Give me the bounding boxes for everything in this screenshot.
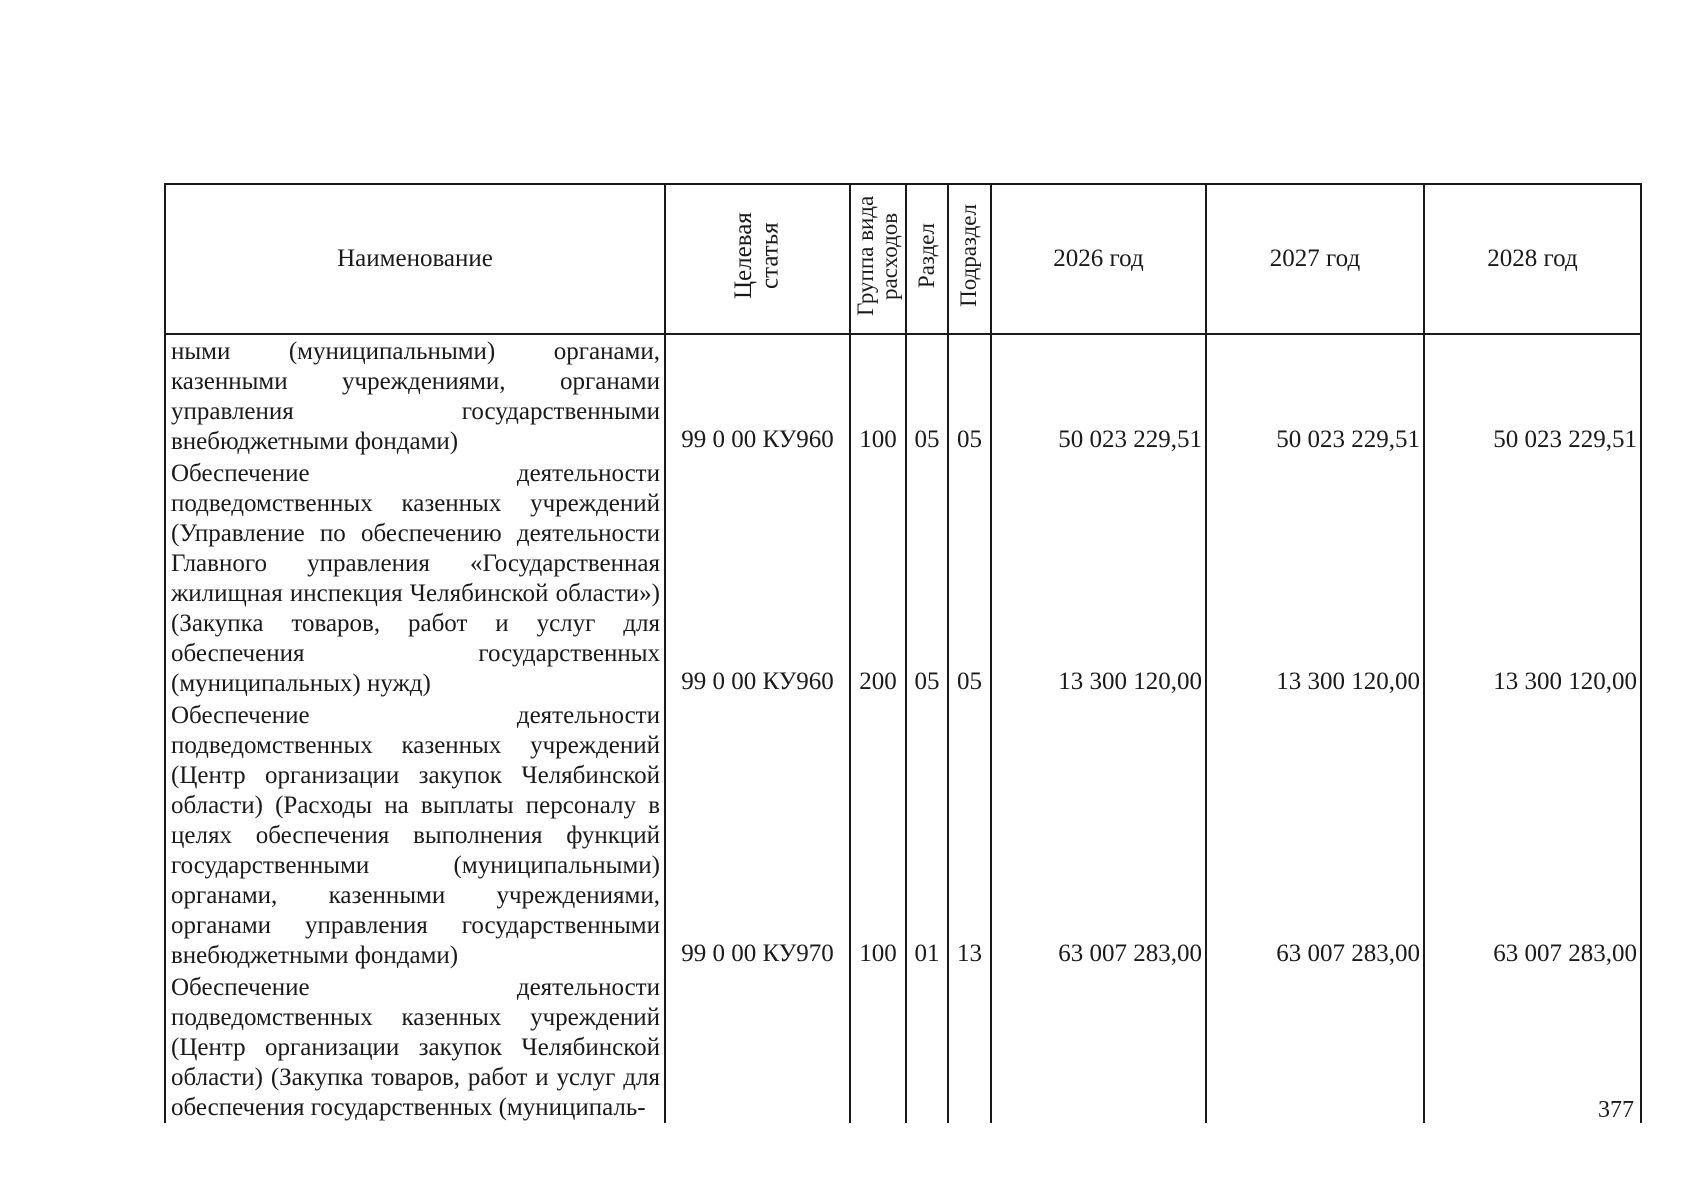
row-subsection: 05: [948, 334, 991, 457]
header-2028: 2028 год: [1424, 184, 1641, 334]
row-amount-2026: 50 023 229,51: [991, 334, 1206, 457]
row-subsection: [948, 971, 991, 1123]
header-target-article: Целевая статья: [665, 184, 850, 334]
header-name: Наименование: [165, 184, 665, 334]
row-amount-2026: 63 007 283,00: [991, 699, 1206, 971]
row-amount-2026: 13 300 120,00: [991, 457, 1206, 699]
row-name: Обеспечение деятельности подведомственных казенных учреждений (Управление по обеспечению деятельности Главного управления «Государственная жилищная инспекция Челябинской области») (Закупка товаров, работ и услуг для обеспечения государственных (муниципальных) нужд): [165, 457, 665, 699]
row-expense-group: [850, 971, 906, 1123]
row-subsection: 13: [948, 699, 991, 971]
row-amount-2026: [991, 971, 1206, 1123]
row-amount-2028: 50 023 229,51: [1424, 334, 1641, 457]
table-row: [165, 971, 1641, 1123]
header-expense-group: Группа вида расходов: [850, 184, 906, 334]
row-target-article: 99 0 00 КУ960: [665, 457, 850, 699]
row-name: Обеспечение деятельности подведомственных казенных учреждений (Центр организации закупок Челябинской области) (Закупка товаров, работ и услуг для обеспечения государственных (муниципаль-: [165, 971, 665, 1123]
row-expense-group: 200: [850, 457, 906, 699]
header-subsection: Подраздел: [948, 184, 991, 334]
row-target-article: 99 0 00 КУ970: [665, 699, 850, 971]
row-amount-2028: 13 300 120,00: [1424, 457, 1641, 699]
header-2026: 2026 год: [991, 184, 1206, 334]
row-target-article: 99 0 00 КУ960: [665, 334, 850, 457]
row-section: 05: [906, 457, 948, 699]
page-number: 377: [1598, 1097, 1634, 1123]
row-amount-2027: 13 300 120,00: [1206, 457, 1424, 699]
budget-table: [164, 183, 1642, 1123]
table-row: [165, 457, 1641, 699]
row-section: 01: [906, 699, 948, 971]
header-2027: 2027 год: [1206, 184, 1424, 334]
row-section: [906, 971, 948, 1123]
header-section: Раздел: [906, 184, 948, 334]
row-section: 05: [906, 334, 948, 457]
row-amount-2027: 50 023 229,51: [1206, 334, 1424, 457]
table-header-row: [165, 184, 1641, 334]
row-name: Обеспечение деятельности подведомственных казенных учреждений (Центр организации закупок Челябинской области) (Расходы на выплаты персоналу в целях обеспечения выполнения функций государственными (муниципальными) органами, казенными учреждениями, органами управления государственными внебюджетными фондами): [165, 699, 665, 971]
row-target-article: [665, 971, 850, 1123]
row-amount-2027: 63 007 283,00: [1206, 699, 1424, 971]
row-amount-2027: [1206, 971, 1424, 1123]
row-name: ными (муниципальными) органами, казенными учреждениями, органами управления государственными внебюджетными фондами): [165, 334, 665, 457]
row-subsection: 05: [948, 457, 991, 699]
row-amount-2028: 63 007 283,00: [1424, 699, 1641, 971]
table-row: [165, 699, 1641, 971]
row-expense-group: 100: [850, 334, 906, 457]
row-expense-group: 100: [850, 699, 906, 971]
table-row: [165, 334, 1641, 457]
